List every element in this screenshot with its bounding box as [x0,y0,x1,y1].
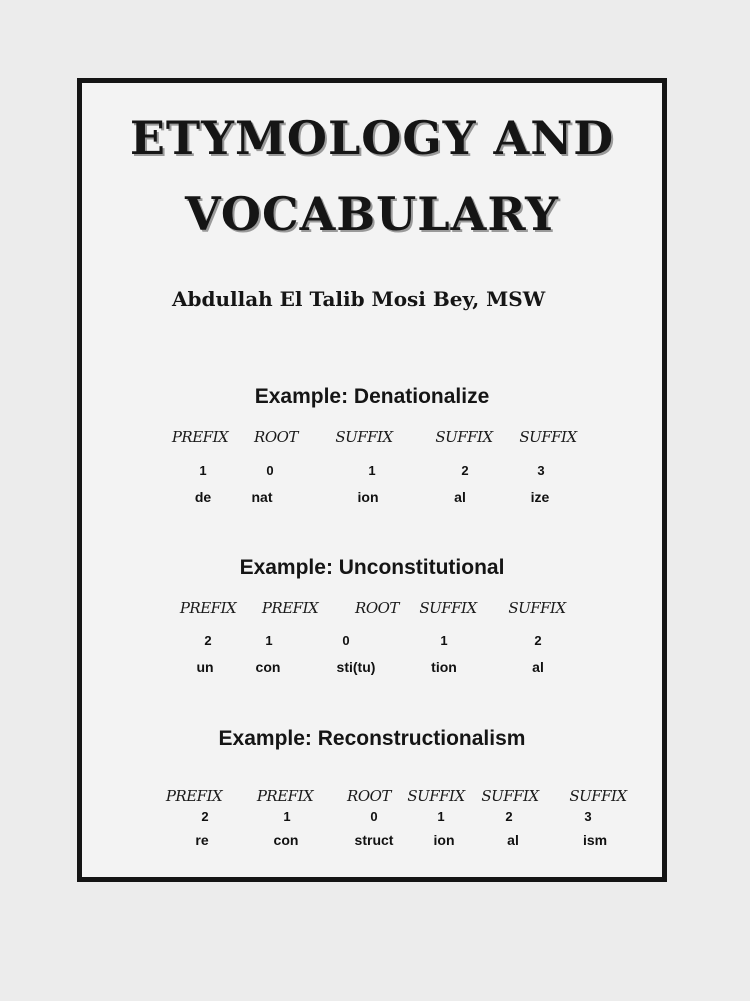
morpheme-number: 0 [266,463,274,478]
morpheme-part: al [507,832,519,848]
morpheme-part: ion [357,489,379,505]
morpheme-part: con [255,659,281,675]
morpheme-number: 0 [342,633,350,648]
morpheme-type: SUFFIX [435,428,493,446]
morpheme-number: 1 [199,463,207,478]
morpheme-type: PREFIX [165,787,223,805]
morpheme-type: SUFFIX [519,428,577,446]
morpheme-part: tion [431,659,457,675]
example-heading: Example: Denationalize [254,385,490,408]
morpheme-part: al [454,489,466,505]
morpheme-number: 1 [283,809,291,824]
morpheme-number: 1 [437,809,445,824]
morpheme-part: re [195,832,209,848]
morpheme-number: 2 [534,633,542,648]
morpheme-type: PREFIX [256,787,314,805]
morpheme-number: 2 [461,463,469,478]
morpheme-number: 1 [368,463,376,478]
morpheme-part: struct [354,832,394,848]
page-border [77,78,667,882]
morpheme-number: 1 [440,633,448,648]
morpheme-number: 1 [265,633,273,648]
morpheme-part: nat [251,489,273,505]
morpheme-part: sti(tu) [336,659,376,675]
morpheme-type: SUFFIX [481,787,539,805]
morpheme-type: PREFIX [171,428,229,446]
title-line-2: VOCABULARY [185,187,559,241]
morpheme-type: ROOT [347,787,391,805]
title-line-1: ETYMOLOGY AND [129,111,615,165]
author: Abdullah El Talib Mosi Bey, MSW [172,287,546,311]
morpheme-part: al [532,659,544,675]
morpheme-type: PREFIX [261,599,319,617]
morpheme-type: SUFFIX [569,787,627,805]
morpheme-type: SUFFIX [335,428,393,446]
morpheme-part: ion [433,832,455,848]
example-heading: Example: Unconstitutional [239,556,505,579]
morpheme-part: un [196,659,214,675]
morpheme-number: 2 [505,809,513,824]
morpheme-type: ROOT [355,599,399,617]
example-heading: Example: Reconstructionalism [218,727,526,750]
morpheme-number: 3 [584,809,592,824]
morpheme-part: ize [530,489,550,505]
morpheme-part: con [273,832,299,848]
morpheme-number: 0 [370,809,378,824]
morpheme-type: SUFFIX [508,599,566,617]
morpheme-part: de [194,489,212,505]
morpheme-type: SUFFIX [419,599,477,617]
morpheme-number: 2 [201,809,209,824]
morpheme-type: ROOT [254,428,298,446]
morpheme-number: 2 [204,633,212,648]
morpheme-type: SUFFIX [407,787,465,805]
morpheme-number: 3 [537,463,545,478]
morpheme-part: ism [582,832,608,848]
morpheme-type: PREFIX [179,599,237,617]
